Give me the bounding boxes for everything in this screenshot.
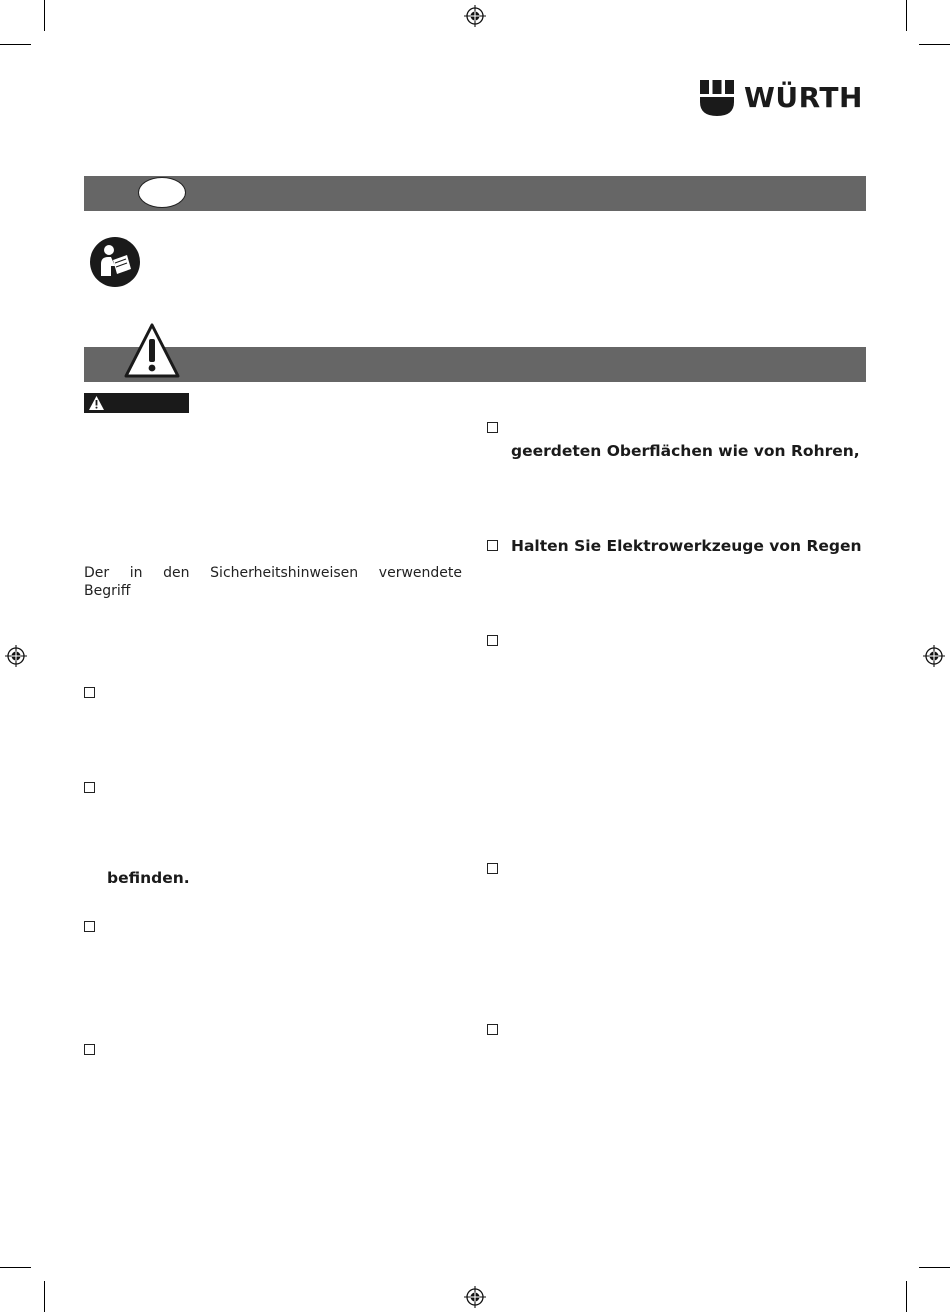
crop-mark (44, 1281, 45, 1312)
bold-text-line: Halten Sie Elektrowerkzeuge von Regen (511, 537, 862, 555)
bullet-checkbox (487, 1024, 498, 1035)
bullet-checkbox (84, 1044, 95, 1055)
warning-triangle-icon (123, 322, 181, 380)
section-header-bar (84, 347, 866, 382)
bullet-checkbox (487, 422, 498, 433)
crop-mark (906, 0, 907, 31)
bullet-checkbox (487, 863, 498, 874)
crop-mark (919, 44, 950, 45)
crop-mark (0, 1267, 31, 1268)
crop-mark (919, 1267, 950, 1268)
intro-paragraph: Der in den Sicherheitshinweisen verwendete Begriff (84, 565, 462, 599)
language-badge (138, 177, 186, 208)
brand-logo (700, 80, 863, 116)
crop-mark (906, 1281, 907, 1312)
bullet-checkbox (487, 635, 498, 646)
section-header-bar (84, 176, 866, 211)
bold-text-fragment: befinden. (107, 869, 190, 887)
wurth-emblem-icon (700, 80, 734, 116)
bullet-checkbox (487, 540, 498, 551)
bullet-checkbox (84, 921, 95, 932)
bold-text-line: geerdeten Oberflächen wie von Rohren, (511, 442, 860, 460)
crop-mark (0, 44, 31, 45)
registration-mark-icon (5, 645, 27, 667)
bullet-checkbox (84, 782, 95, 793)
warning-label (84, 393, 189, 413)
registration-mark-icon (464, 1286, 486, 1308)
registration-mark-icon (923, 645, 945, 667)
warning-small-icon (88, 395, 105, 411)
read-manual-icon (89, 236, 141, 288)
registration-mark-icon (464, 5, 486, 27)
brand-name: WÜRTH (744, 81, 863, 114)
crop-mark (44, 0, 45, 31)
bullet-checkbox (84, 687, 95, 698)
